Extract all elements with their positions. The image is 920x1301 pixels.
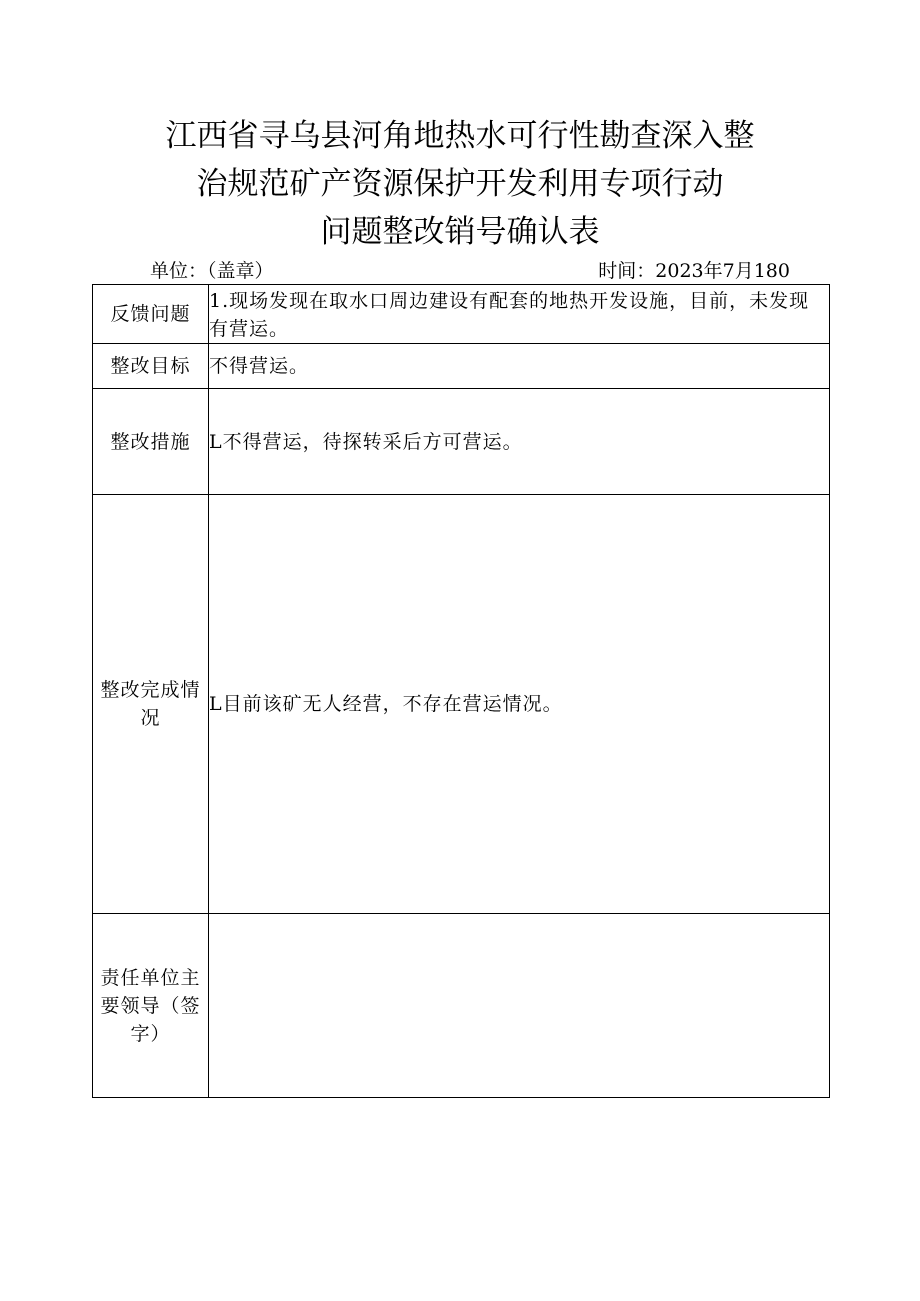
table-row-leader-signature	[93, 914, 830, 1098]
document-title	[0, 112, 920, 256]
row-label-rectification-measures: 整改措施	[93, 389, 209, 495]
title-line-1: 江西省寻乌县河角地热水可行性勘查深入整	[165, 118, 755, 154]
table-row-completion-status	[93, 495, 830, 914]
confirmation-form-table	[92, 284, 830, 1098]
table-row-rectification-goal	[93, 344, 830, 389]
row-content-rectification-measures: L不得营运，待探转采后方可营运。	[209, 389, 830, 495]
row-content-feedback-issue: 1.现场发现在取水口周边建设有配套的地热开发设施，目前，未发现有营运。	[209, 285, 830, 344]
row-content-completion-status: L目前该矿无人经营，不存在营运情况。	[209, 495, 830, 914]
row-label-leader-signature: 责任单位主要领导（签字）	[93, 914, 209, 1098]
row-label-feedback-issue: 反馈问题	[93, 285, 209, 344]
row-label-completion-status: 整改完成情况	[93, 495, 209, 914]
row-content-rectification-goal: 不得营运。	[209, 344, 830, 389]
date-label: 时间：2023年7月180	[598, 260, 790, 282]
unit-stamp-label: 单位：（盖章）	[150, 260, 274, 282]
title-line-3: 问题整改销号确认表	[320, 214, 600, 250]
table-row-rectification-measures	[93, 389, 830, 495]
row-label-rectification-goal: 整改目标	[93, 344, 209, 389]
header-line	[150, 258, 790, 284]
signature-field[interactable]	[209, 914, 830, 1098]
title-line-2: 治规范矿产资源保护开发利用专项行动	[196, 166, 724, 202]
table-row-feedback-issue	[93, 285, 830, 344]
